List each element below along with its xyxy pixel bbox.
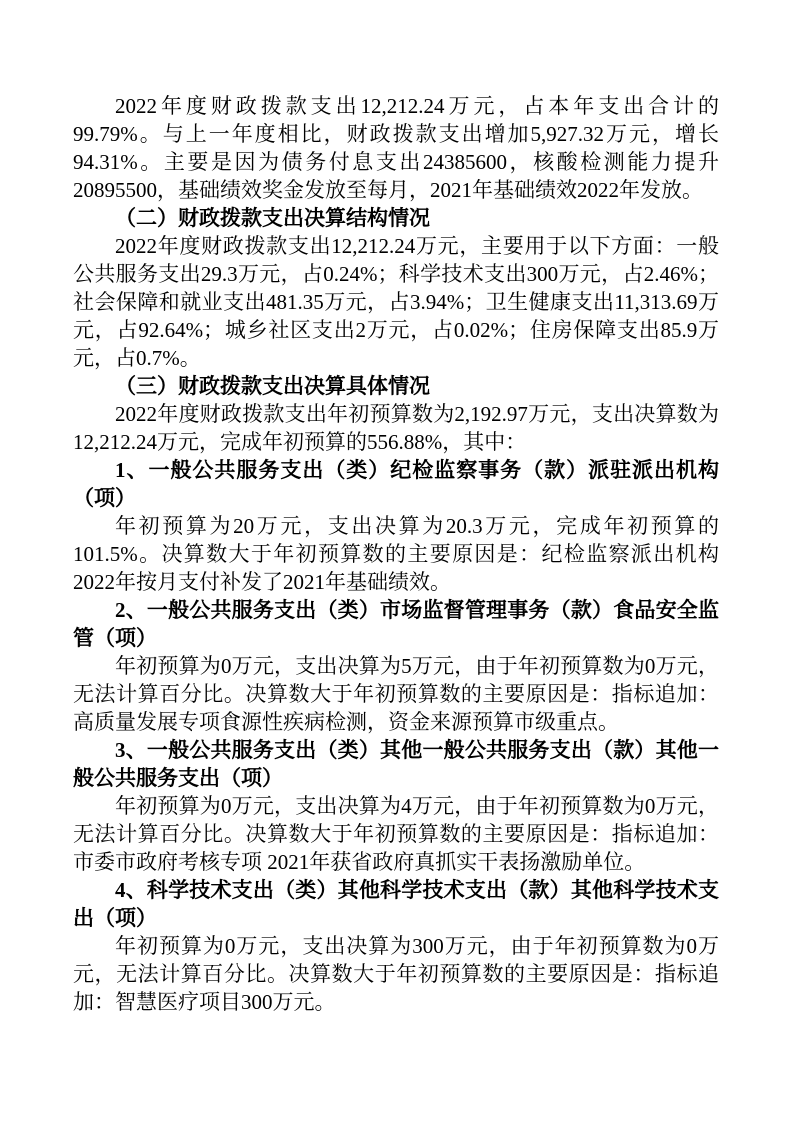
heading-item-3-other-public-services: 3、一般公共服务支出（类）其他一般公共服务支出（款）其他一般公共服务支出（项） [73, 738, 719, 790]
paragraph-item-3-detail: 年初预算为0万元，支出决算为4万元，由于年初预算数为0万元，无法计算百分比。决算数大于年初预算数的主要原因是：指标追加：市委市政府考核专项 2021年获省政府真抓实干表扬激励单位。 [73, 794, 719, 874]
paragraph-item-4-detail: 年初预算为0万元，支出决算为300万元，由于年初预算数为0万元，无法计算百分比。决算数大于年初预算数的主要原因是：指标追加：智慧医疗项目300万元。 [73, 934, 719, 1014]
paragraph-budget-vs-final-summary: 2022年度财政拨款支出年初预算数为2,192.97万元，支出决算数为12,212.24万元，完成年初预算的556.88%，其中： [73, 402, 719, 454]
paragraph-item-1-detail: 年初预算为20万元，支出决算为20.3万元，完成年初预算的101.5%。决算数大于年初预算数的主要原因是：纪检监察派出机构2022年按月支付补发了2021年基础绩效。 [73, 514, 719, 594]
paragraph-fiscal-expenditure-overview: 2022年度财政拨款支出12,212.24万元，占本年支出合计的99.79%。与上一年度相比，财政拨款支出增加5,927.32万元，增长94.31%。主要是因为债务付息支出24385600，核酸检测能力提升20895500，基础绩效奖金发放至每月，2021年基础绩效2022年发放。 [73, 94, 719, 202]
heading-section-3-expenditure-details: （三）财政拨款支出决算具体情况 [115, 374, 430, 398]
document-body-text [73, 92, 719, 1016]
paragraph-expenditure-structure-breakdown: 2022年度财政拨款支出12,212.24万元，主要用于以下方面：一般公共服务支出29.3万元，占0.24%；科学技术支出300万元，占2.46%；社会保障和就业支出481.35万元，占3.94%；卫生健康支出11,313.69万元，占92.64%；城乡社区支出2万元，占0.02%；住房保障支出85.9万元，占0.7%。 [73, 234, 719, 370]
heading-item-1-discipline-inspection: 1、一般公共服务支出（类）纪检监察事务（款）派驻派出机构（项） [73, 458, 719, 510]
heading-item-4-science-technology: 4、科学技术支出（类）其他科学技术支出（款）其他科学技术支出（项） [73, 878, 719, 930]
heading-section-2-expenditure-structure: （二）财政拨款支出决算结构情况 [115, 206, 430, 230]
paragraph-item-2-detail: 年初预算为0万元，支出决算为5万元，由于年初预算数为0万元，无法计算百分比。决算数大于年初预算数的主要原因是：指标追加：高质量发展专项食源性疾病检测，资金来源预算市级重点。 [73, 654, 719, 734]
heading-item-2-food-safety-supervision: 2、一般公共服务支出（类）市场监督管理事务（款）食品安全监管（项） [73, 598, 719, 650]
